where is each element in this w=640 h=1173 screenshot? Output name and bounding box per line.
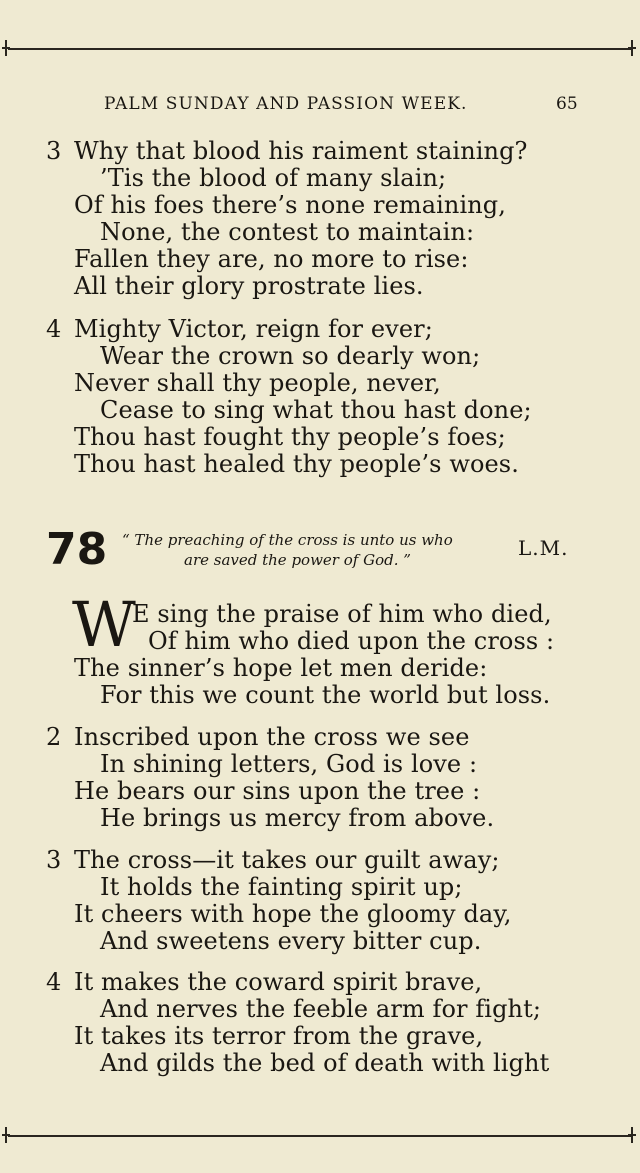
verse-line: Why that blood his raiment staining? xyxy=(74,137,528,165)
verse-number: 4 xyxy=(46,968,62,996)
verse-line: None, the contest to maintain: xyxy=(100,218,475,246)
verse-line: The sinner’s hope let men deride: xyxy=(74,654,488,682)
hymn-number: 78 xyxy=(46,524,108,575)
verse-line: It makes the coward spirit brave, xyxy=(74,968,483,996)
epigraph-line: “ The preaching of the cross is unto us who xyxy=(122,531,453,549)
rule-ornament xyxy=(628,1127,636,1143)
verse-line: Of his foes there’s none remaining, xyxy=(74,191,506,219)
rule-ornament xyxy=(2,1127,10,1143)
verse-line: Mighty Victor, reign for ever; xyxy=(74,315,433,343)
drop-cap: W xyxy=(72,588,136,661)
verse-line: He bears our sins upon the tree : xyxy=(74,777,481,805)
rule-ornament xyxy=(2,40,10,56)
verse-line: Inscribed upon the cross we see xyxy=(74,723,470,751)
epigraph-line: are saved the power of God. ” xyxy=(184,551,411,569)
verse-line: And sweetens every bitter cup. xyxy=(100,927,482,955)
verse-line: Of him who died upon the cross : xyxy=(148,627,555,655)
verse-line: He brings us mercy from above. xyxy=(100,804,495,832)
verse-line: Fallen they are, no more to rise: xyxy=(74,245,469,273)
verse-line: And gilds the bed of death with light xyxy=(100,1049,550,1077)
verse-number: 3 xyxy=(46,846,62,874)
verse-line: The cross—it takes our guilt away; xyxy=(74,846,500,874)
page-number: 65 xyxy=(556,94,578,114)
verse-line: ’Tis the blood of many slain; xyxy=(100,164,447,192)
verse-line: Never shall thy people, never, xyxy=(74,369,441,397)
meter-label: L.M. xyxy=(518,536,569,560)
verse-line: And nerves the feeble arm for fight; xyxy=(100,995,542,1023)
verse-line: Thou hast healed thy people’s woes. xyxy=(74,450,519,478)
verse-line: For this we count the world but loss. xyxy=(100,681,551,709)
verse-line: It cheers with hope the gloomy day, xyxy=(74,900,512,928)
verse-line: It takes its terror from the grave, xyxy=(74,1022,484,1050)
running-title: PALM SUNDAY AND PASSION WEEK. xyxy=(104,94,468,114)
verse-line: Thou hast fought thy people’s foes; xyxy=(74,423,506,451)
verse-number: 3 xyxy=(46,137,62,165)
verse-line: It holds the fainting spirit up; xyxy=(100,873,463,901)
rule-ornament xyxy=(628,40,636,56)
verse-number: 4 xyxy=(46,315,62,343)
page-header xyxy=(0,94,640,120)
bottom-border-rule xyxy=(8,1135,632,1137)
verse-line: All their glory prostrate lies. xyxy=(74,272,424,300)
verse-line: Wear the crown so dearly won; xyxy=(100,342,481,370)
verse-line: In shining letters, God is love : xyxy=(100,750,478,778)
verse-line: Cease to sing what thou hast done; xyxy=(100,396,532,424)
verse-line: E sing the praise of him who died, xyxy=(132,600,552,628)
verse-number: 2 xyxy=(46,723,62,751)
top-border-rule xyxy=(8,48,632,50)
